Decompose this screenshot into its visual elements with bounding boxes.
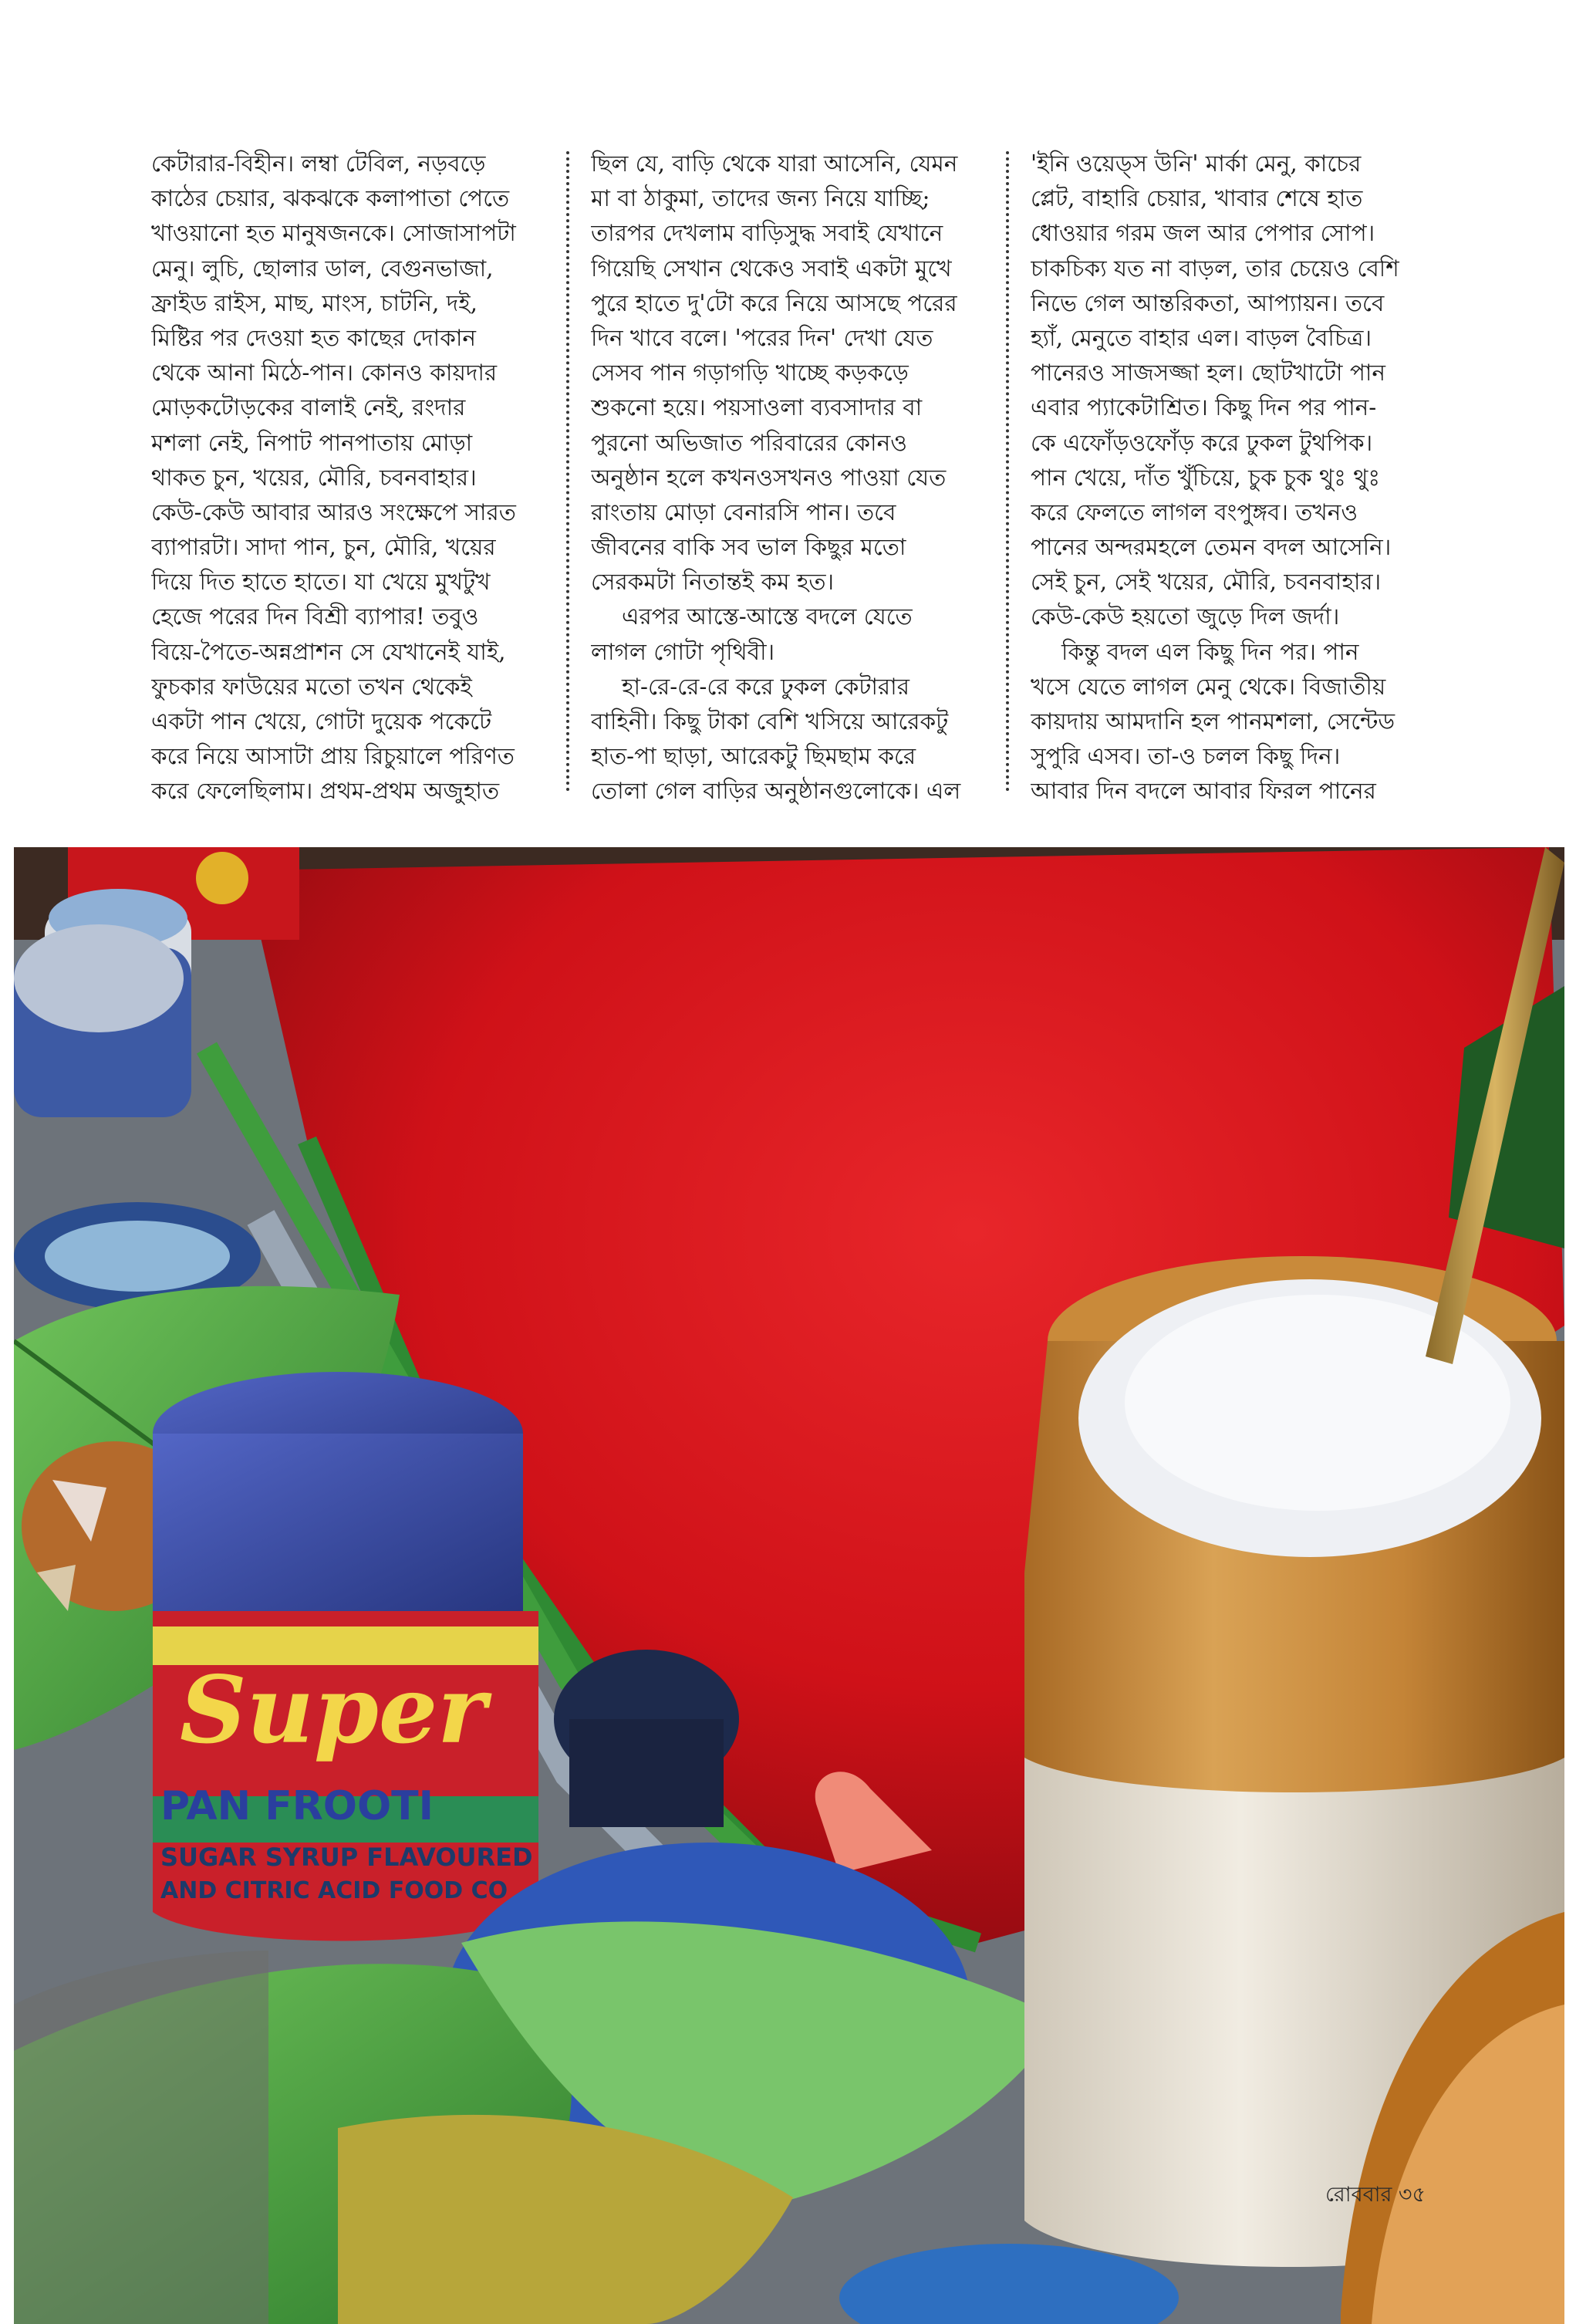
column-divider (566, 151, 569, 792)
text-line: তারপর দেখলাম বাড়িসুদ্ধ সবাই যেখানে (591, 220, 943, 247)
text-column-2 (591, 147, 980, 809)
text-line: কেউ-কেউ আবার আরও সংক্ষেপে সারত (151, 498, 516, 525)
text-line: সেরকমটা নিতান্তই কম হত। (591, 569, 835, 596)
text-line: এবার প্যাকেটাশ্রিত। কিছু দিন পর পান- (1031, 394, 1377, 421)
text-line: হাত-পা ছাড়া, আরেকটু ছিমছাম করে (591, 743, 916, 770)
text-line: মিষ্টির পর দেওয়া হত কাছের দোকান (151, 324, 477, 351)
text-line: হ্যাঁ, মেনুতে বাহার এল। বাড়ল বৈচিত্র। (1031, 324, 1372, 351)
text-line: ব্যাপারটা। সাদা পান, চুন, মৌরি, খয়ের (151, 534, 496, 561)
text-line: বিয়ে-পৈতে-অন্নপ্রাশন সে যেখানেই যাই, (151, 638, 506, 665)
jar-brand-text: Super (180, 1656, 487, 1765)
text-line: মোড়কটোড়কের বালাই নেই, রংদার (151, 394, 466, 421)
text-line: ধোওয়ার গরম জল আর পেপার সোপ। (1031, 220, 1375, 247)
text-line: সেসব পান গড়াগড়ি খাচ্ছে কড়কড়ে (591, 360, 909, 387)
text-line: হেজে পরের দিন বিশ্রী ব্যাপার! তবুও (151, 603, 479, 630)
article-columns (151, 147, 1424, 810)
page-footer (1325, 2179, 1426, 2214)
text-line: থাকত চুন, খয়ের, মৌরি, চবনবাহার। (151, 464, 477, 491)
jar-label-line: PAN FROOTI (160, 1783, 434, 1829)
text-line: মশলা নেই, নিপাট পানপাতায় মোড়া (151, 429, 473, 456)
text-line: হা-রে-রে-রে করে ঢুকল কেটারার (622, 673, 909, 700)
jar-label-line: SUGAR SYRUP FLAVOURED (160, 1843, 533, 1872)
text-line: এরপর আস্তে-আস্তে বদলে যেতে (622, 603, 913, 630)
column-divider (1006, 151, 1009, 792)
text-line: ছিল যে, বাড়ি থেকে যারা আসেনি, যেমন (591, 150, 958, 177)
text-line: কেউ-কেউ হয়তো জুড়ে দিল জর্দা। (1031, 603, 1340, 630)
text-line: পানেরও সাজসজ্জা হল। ছোটখাটো পান (1031, 360, 1386, 387)
text-line: কেটারার-বিহীন। লম্বা টেবিল, নড়বড়ে (151, 150, 486, 177)
text-line: ফুচকার ফাউয়ের মতো তখন থেকেই (151, 673, 472, 700)
text-line: একটা পান খেয়ে, গোটা দুয়েক পকেটে (151, 708, 492, 735)
page-number: ৩৫ (1398, 2183, 1426, 2207)
text-line: করে ফেলেছিলাম। প্রথম-প্রথম অজুহাত (151, 778, 500, 805)
text-line: খাওয়ানো হত মানুষজনকে। সোজাসাপটা (151, 220, 516, 247)
text-line: শুকনো হয়ে। পয়সাওলা ব্যবসাদার বা (591, 394, 923, 421)
text-line: প্লেট, বাহারি চেয়ার, খাবার শেষে হাত (1031, 185, 1363, 212)
magazine-name: রোববার (1325, 2183, 1392, 2207)
text-line: থেকে আনা মিঠে-পান। কোনও কায়দার (151, 360, 498, 387)
text-line: খসে যেতে লাগল মেনু থেকে। বিজাতীয় (1031, 673, 1386, 700)
text-line: কাঠের চেয়ার, ঝকঝকে কলাপাতা পেতে (151, 185, 510, 212)
text-line: অনুষ্ঠান হলে কখনওসখনও পাওয়া যেত (591, 464, 947, 491)
text-line: পুরে হাতে দু'টো করে নিয়ে আসছে পরের (591, 289, 957, 316)
jar-label-line: AND CITRIC ACID FOOD CO (160, 1877, 508, 1904)
text-line: ফ্রাইড রাইস, মাছ, মাংস, চাটনি, দই, (151, 289, 478, 316)
text-line: পানের অন্দরমহলে তেমন বদল আসেনি। (1031, 534, 1392, 561)
text-line: মা বা ঠাকুমা, তাদের জন্য নিয়ে যাচ্ছি; (591, 185, 930, 212)
text-line: লাগল গোটা পৃথিবী। (591, 638, 775, 665)
text-line: পান খেয়ে, দাঁত খুঁচিয়ে, চুক চুক থুঃ থুঃ (1031, 464, 1381, 491)
text-line: নিভে গেল আন্তরিকতা, আপ্যায়ন। তবে (1031, 289, 1385, 316)
text-line: পুরনো অভিজাত পরিবারের কোনও (591, 429, 907, 456)
text-line: বাহিনী। কিছু টাকা বেশি খসিয়ে আরেকটু (591, 708, 949, 735)
text-line: মেনু। লুচি, ছোলার ডাল, বেগুনভাজা, (151, 255, 494, 282)
text-line: করে নিয়ে আসাটা প্রায় রিচুয়ালে পরিণত (151, 743, 515, 770)
text-line: কে এফোঁড়ওফোঁড় করে ঢুকল টুথপিক। (1031, 429, 1373, 456)
text-column-3 (1031, 147, 1420, 809)
text-line: রাংতায় মোড়া বেনারসি পান। তবে (591, 498, 896, 525)
paan-ingredients-photo (14, 847, 1564, 2324)
text-line: সেই চুন, সেই খয়ের, মৌরি, চবনবাহার। (1031, 569, 1382, 596)
text-line: সুপুরি এসব। তা-ও চলল কিছু দিন। (1031, 743, 1341, 770)
text-line: কিন্তু বদল এল কিছু দিন পর। পান (1061, 638, 1359, 665)
text-line: তোলা গেল বাড়ির অনুষ্ঠানগুলোকে। এল (591, 778, 961, 805)
text-column-1 (151, 147, 541, 809)
text-line: 'ইনি ওয়েড্‌স উনি' মার্কা মেনু, কাচের (1031, 150, 1362, 177)
text-line: করে ফেলতে লাগল বংপুঙ্গব। তখনও (1031, 498, 1358, 525)
text-line: দিয়ে দিত হাতে হাতে। যা খেয়ে মুখটুখ (151, 569, 491, 596)
text-line: কায়দায় আমদানি হল পানমশলা, সেন্টেড (1031, 708, 1395, 735)
text-line: জীবনের বাকি সব ভাল কিছুর মতো (591, 534, 906, 561)
text-line: গিয়েছি সেখান থেকেও সবাই একটা মুখে (591, 255, 952, 282)
text-line: আবার দিন বদলে আবার ফিরল পানের (1031, 778, 1376, 805)
text-line: চাকচিক্য যত না বাড়ল, তার চেয়েও বেশি (1031, 255, 1399, 282)
text-line: দিন খাবে বলে। 'পরের দিন' দেখা যেত (591, 324, 933, 351)
